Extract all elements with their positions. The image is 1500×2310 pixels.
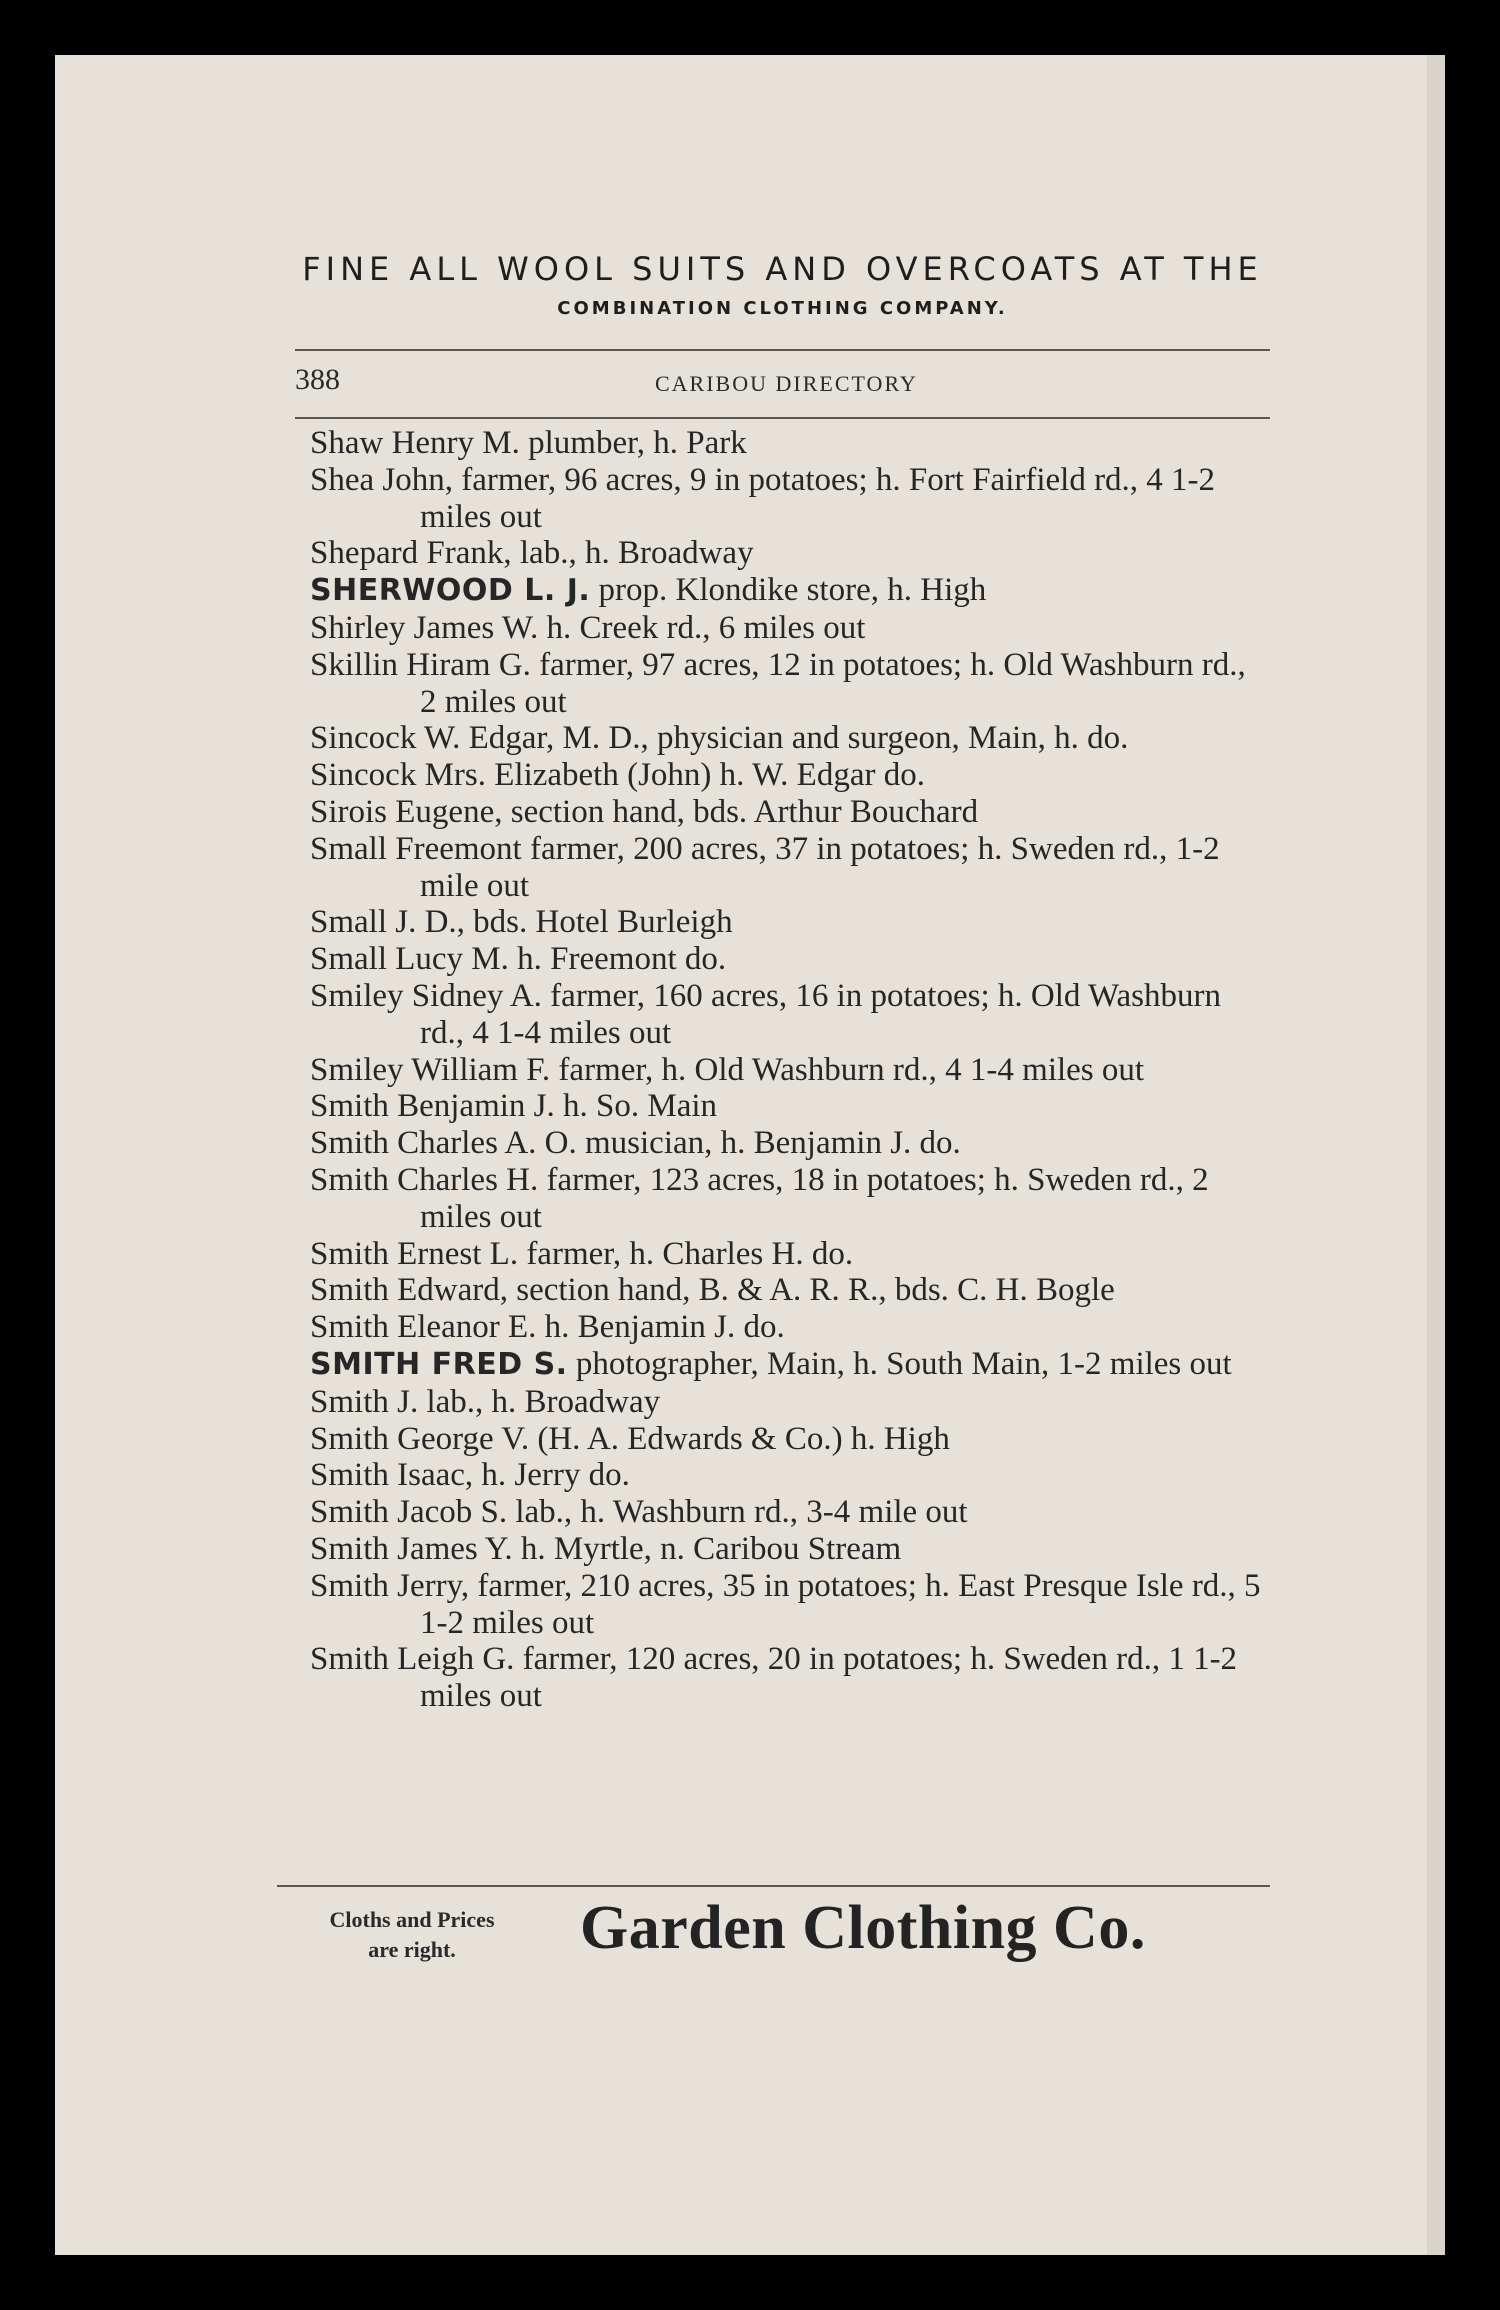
directory-entry — [310, 1236, 1270, 1273]
directory-entry — [310, 1494, 1270, 1531]
footer-ad-company-name: Garden Clothing Co. — [580, 1894, 1146, 1962]
entry-text: Small Freemont farmer, 200 acres, 37 in potatoes; h. Sweden rd., 1-2 mile out — [310, 830, 1220, 904]
header-ad-line-1: FINE ALL WOOL SUITS AND OVERCOATS AT THE — [302, 250, 1263, 288]
footer-ad-tagline — [277, 1905, 547, 1965]
directory-entry — [310, 941, 1270, 978]
entry-text: Smiley William F. farmer, h. Old Washburn rd., 4 1-4 miles out — [310, 1051, 1145, 1088]
entry-text: Smith Charles H. farmer, 123 acres, 18 in potatoes; h. Sweden rd., 2 miles out — [310, 1161, 1209, 1235]
directory-entry — [310, 535, 1270, 572]
directory-entry — [310, 720, 1270, 757]
entry-text: Smith James Y. h. Myrtle, n. Caribou Stream — [310, 1530, 902, 1567]
directory-entry — [310, 425, 1270, 462]
directory-entry — [310, 1531, 1270, 1568]
page-edge — [1427, 55, 1445, 2255]
directory-entry — [310, 757, 1270, 794]
footer-rule — [277, 1885, 1270, 1887]
directory-entry — [310, 1309, 1270, 1346]
directory-entry — [310, 1421, 1270, 1458]
page-number: 388 — [295, 363, 340, 396]
entry-text: Smith Isaac, h. Jerry do. — [310, 1457, 630, 1494]
directory-entry — [310, 1457, 1270, 1494]
entry-text: Smith Benjamin J. h. So. Main — [310, 1088, 718, 1125]
entry-text: Skillin Hiram G. farmer, 97 acres, 12 in potatoes; h. Old Washburn rd., 2 miles out — [310, 646, 1246, 720]
entry-text: Smith George V. (H. A. Edwards & Co.) h. High — [310, 1420, 950, 1457]
header-rule-top — [295, 349, 1270, 351]
directory-page — [55, 55, 1445, 2255]
entry-text: Small Lucy M. h. Freemont do. — [310, 941, 727, 978]
directory-entry — [310, 1162, 1270, 1236]
entry-text: Sincock Mrs. Elizabeth (John) h. W. Edgar do. — [310, 757, 925, 794]
entry-text: prop. Klondike store, h. High — [590, 572, 987, 609]
directory-entry — [310, 831, 1270, 905]
header-rule-bottom — [295, 417, 1270, 419]
directory-entry — [310, 1125, 1270, 1162]
directory-entry — [310, 1641, 1270, 1715]
entry-text: Smith J. lab., h. Broadway — [310, 1383, 661, 1420]
entry-text: Smith Leigh G. farmer, 120 acres, 20 in potatoes; h. Sweden rd., 1 1-2 miles out — [310, 1641, 1238, 1715]
directory-entry — [310, 647, 1270, 721]
directory-entry — [310, 1052, 1270, 1089]
directory-entry — [310, 1346, 1270, 1384]
entry-bold-name: SHERWOOD L. J. — [310, 573, 591, 609]
entry-text: Shirley James W. h. Creek rd., 6 miles out — [310, 609, 866, 646]
entry-text: photographer, Main, h. South Main, 1-2 miles out — [567, 1345, 1232, 1382]
directory-entry — [310, 1568, 1270, 1642]
directory-entries — [310, 425, 1270, 1715]
entry-text: Shaw Henry M. plumber, h. Park — [310, 425, 747, 461]
directory-entry — [310, 1088, 1270, 1125]
entry-text: Smith Ernest L. farmer, h. Charles H. do. — [310, 1235, 854, 1272]
entry-text: Sirois Eugene, section hand, bds. Arthur Bouchard — [310, 793, 979, 830]
directory-entry — [310, 462, 1270, 536]
directory-entry — [310, 794, 1270, 831]
entry-text: Smith Charles A. O. musician, h. Benjamin J. do. — [310, 1125, 961, 1162]
directory-entry — [310, 1384, 1270, 1421]
running-head: CARIBOU DIRECTORY — [655, 371, 918, 396]
footer-ad-tagline-line-2: are right. — [368, 1937, 456, 1962]
header-advertisement — [295, 250, 1270, 319]
directory-entry — [310, 610, 1270, 647]
header-ad-line-2: COMBINATION CLOTHING COMPANY. — [557, 298, 1008, 319]
entry-text: Smith Edward, section hand, B. & A. R. R., bds. C. H. Bogle — [310, 1272, 1115, 1309]
entry-text: Smith Eleanor E. h. Benjamin J. do. — [310, 1309, 785, 1346]
directory-entry — [310, 904, 1270, 941]
entry-text: Small J. D., bds. Hotel Burleigh — [310, 904, 733, 941]
entry-text: Shepard Frank, lab., h. Broadway — [310, 535, 754, 572]
entry-text: Smith Jacob S. lab., h. Washburn rd., 3-4 mile out — [310, 1494, 968, 1531]
footer-ad-tagline-line-1: Cloths and Prices — [329, 1907, 495, 1932]
directory-entry — [310, 978, 1270, 1052]
entry-text: Sincock W. Edgar, M. D., physician and surgeon, Main, h. do. — [310, 720, 1129, 757]
entry-text: Shea John, farmer, 96 acres, 9 in potatoes; h. Fort Fairfield rd., 4 1-2 miles out — [310, 461, 1216, 535]
entry-text: Smith Jerry, farmer, 210 acres, 35 in potatoes; h. East Presque Isle rd., 5 1-2 miles out — [310, 1567, 1261, 1641]
entry-bold-name: SMITH FRED S. — [310, 1346, 568, 1382]
directory-entry — [310, 1272, 1270, 1309]
directory-entry — [310, 572, 1270, 610]
entry-text: Smiley Sidney A. farmer, 160 acres, 16 in potatoes; h. Old Washburn rd., 4 1-4 miles out — [310, 977, 1222, 1051]
